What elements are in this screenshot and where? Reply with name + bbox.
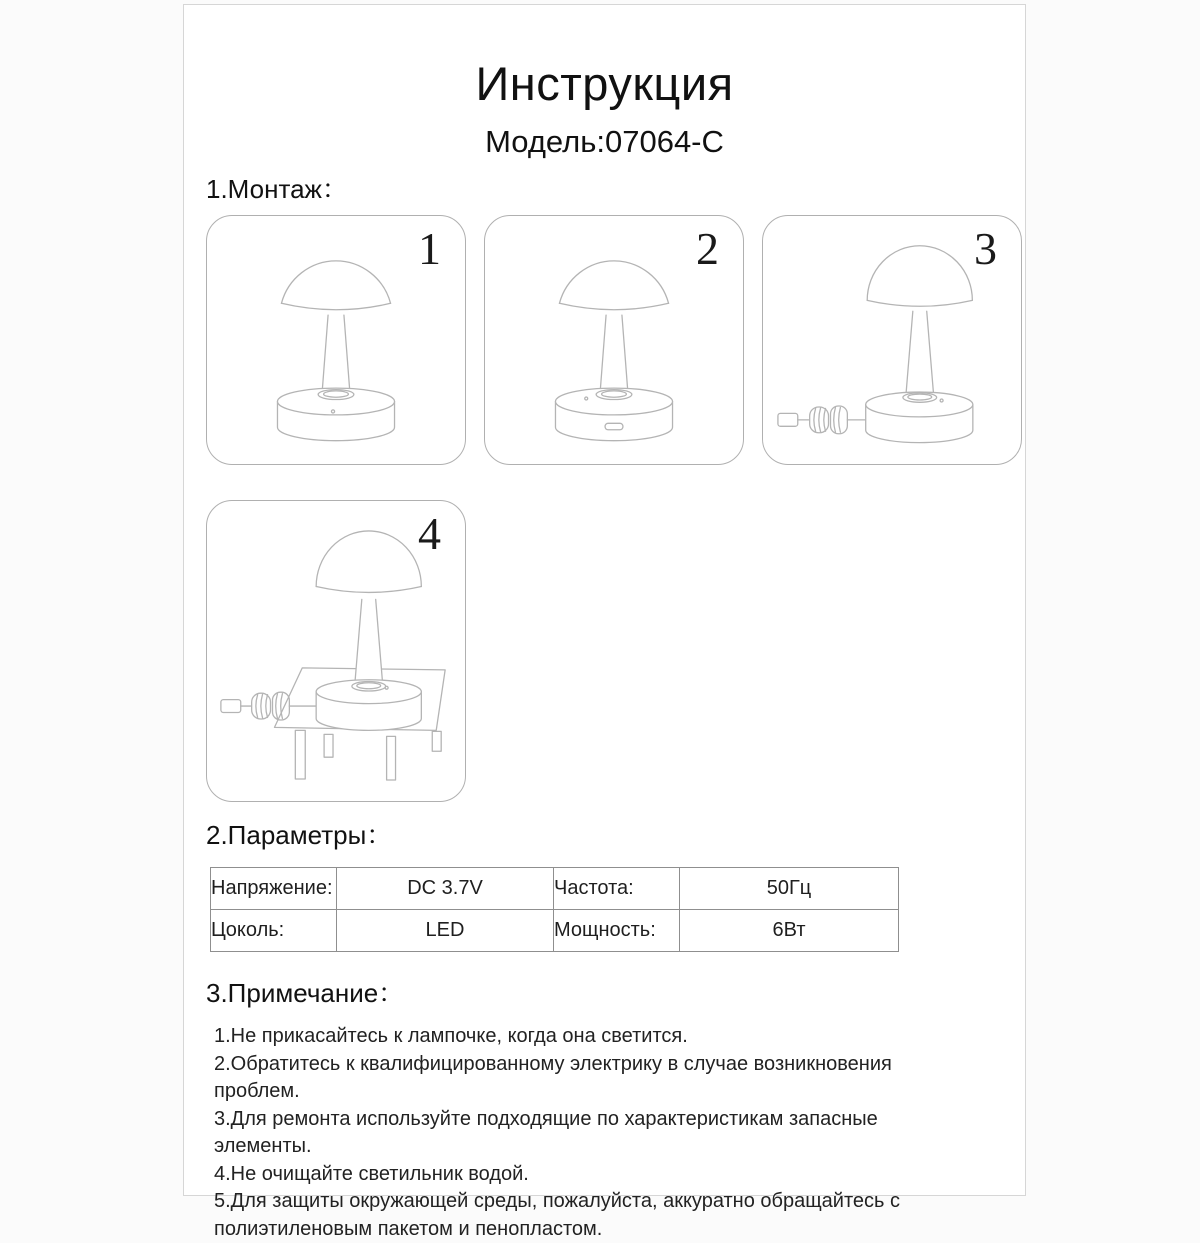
note-item-3: 3.Для ремонта используйте подходящие по характеристикам запасные элементы. <box>214 1107 878 1157</box>
table-leg <box>295 730 305 779</box>
montage-step-4-panel <box>206 500 466 802</box>
param-value-socket: LED <box>337 910 554 952</box>
note-item-5: 5.Для защиты окружающей среды, пожалуйста, аккуратно обращайтесь с полиэтиленовым пакетом и пенопластом. <box>214 1190 901 1240</box>
table-leg <box>324 734 333 757</box>
param-value-frequency: 50Гц <box>680 868 899 910</box>
parameters-table-row <box>211 910 899 952</box>
montage-step-3-panel <box>762 215 1022 465</box>
section-parameters-heading: 2.Параметры： <box>206 820 393 850</box>
panel-number: 2 <box>696 223 719 274</box>
param-value-power: 6Вт <box>680 910 899 952</box>
panel-number: 4 <box>418 508 441 559</box>
section-notes-heading: 3.Примечание： <box>206 978 405 1008</box>
table-leg <box>432 731 441 751</box>
instruction-sheet <box>183 4 1026 1240</box>
note-item-1: 1.Не прикасайтесь к лампочке, когда она светится. <box>214 1025 688 1047</box>
usb-connector-icon <box>778 413 798 426</box>
page-title: Инструкция <box>475 57 734 110</box>
parameters-table <box>210 867 899 952</box>
panel-number: 1 <box>418 223 441 274</box>
table-leg <box>387 736 396 780</box>
usb-connector-icon <box>221 700 241 713</box>
param-label-frequency: Частота: <box>554 868 680 910</box>
note-item-4: 4.Не очищайте светильник водой. <box>214 1162 529 1185</box>
montage-step-1-panel <box>206 215 466 465</box>
panel-number: 3 <box>974 223 997 274</box>
montage-step-2-panel <box>484 215 744 465</box>
param-label-socket: Цоколь: <box>211 910 337 952</box>
parameters-table-row <box>211 868 899 910</box>
model-number: Модель:07064-C <box>485 124 724 159</box>
note-item-2: 2.Обратитесь к квалифицированному электрику в случае возникновения проблем. <box>214 1052 892 1102</box>
param-value-voltage: DC 3.7V <box>337 868 554 910</box>
section-montage-heading: 1.Монтаж： <box>206 174 348 204</box>
param-label-power: Мощность: <box>554 910 680 952</box>
param-label-voltage: Напряжение: <box>211 868 337 910</box>
notes-list <box>214 1023 972 1243</box>
